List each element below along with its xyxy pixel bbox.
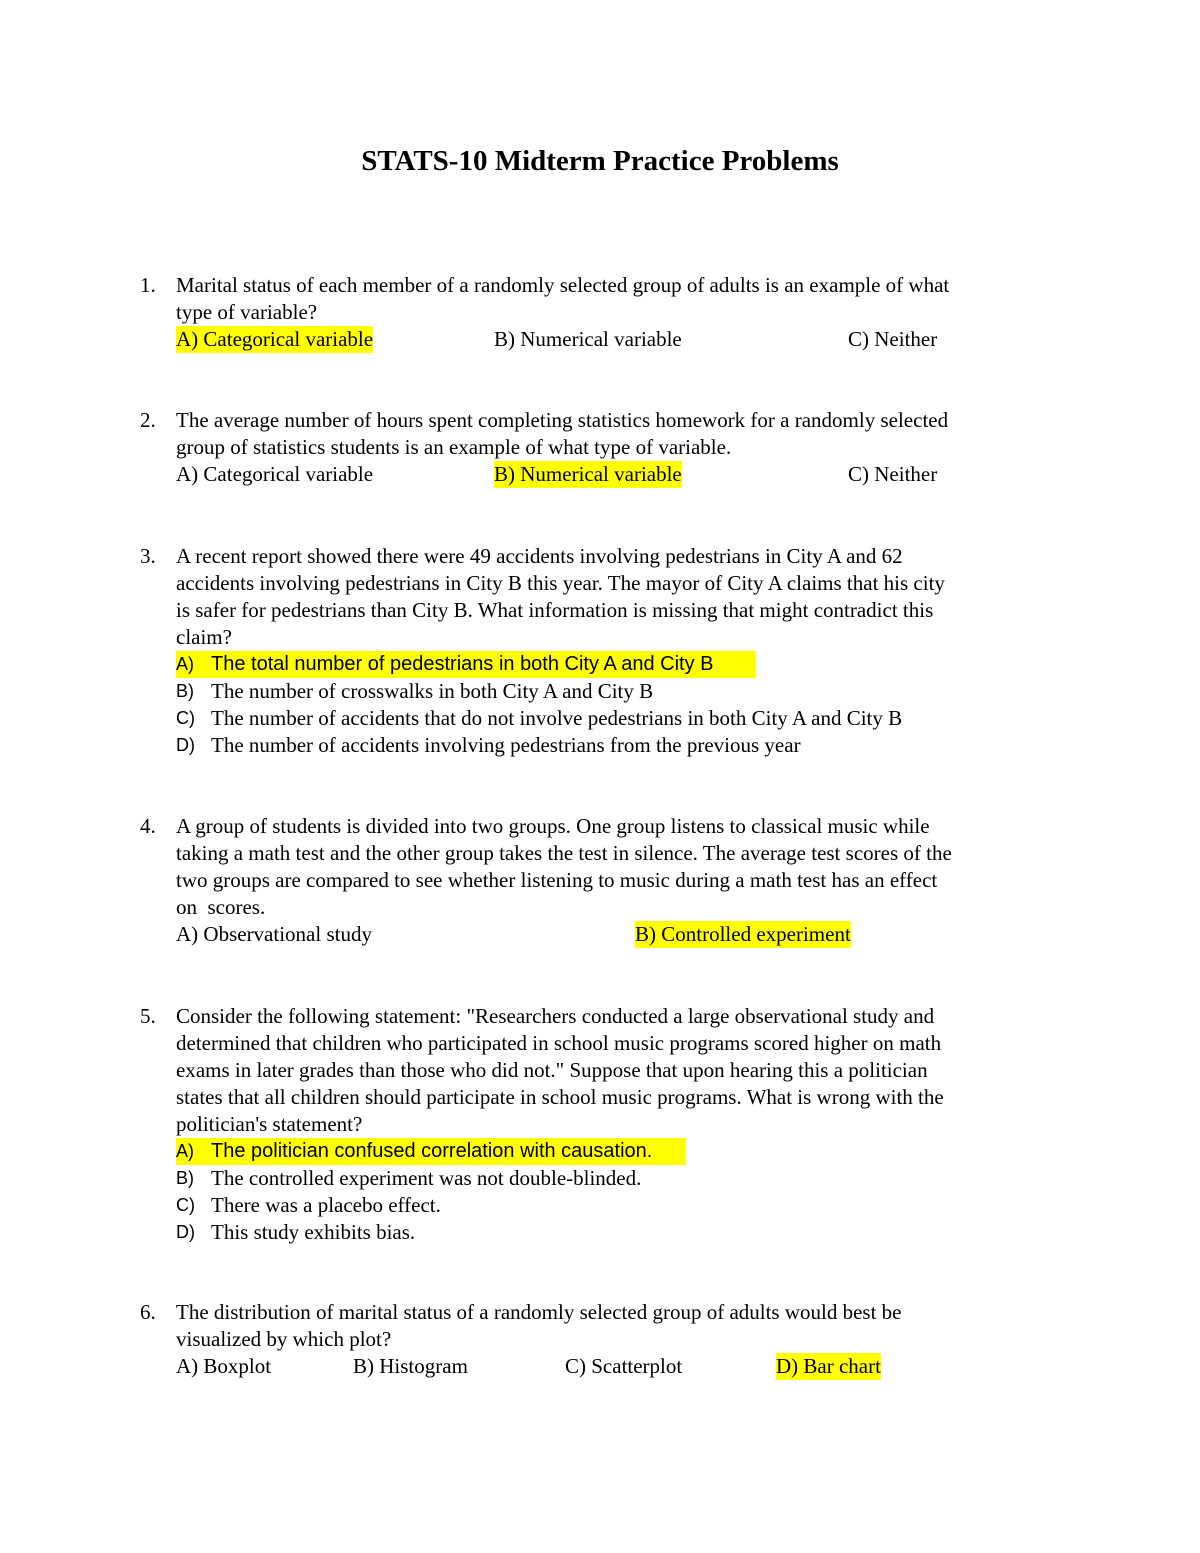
question-text [176, 543, 1056, 651]
question-2 [140, 407, 1060, 488]
option-letter: A) [176, 1141, 194, 1161]
option-b [176, 678, 1060, 705]
option-b [176, 1165, 1060, 1192]
option-c: C) Neither [848, 462, 938, 486]
option-a: A) Categorical variable [176, 462, 374, 486]
option-a-correct [176, 1138, 1060, 1165]
option-d [176, 732, 1060, 759]
question-4 [140, 813, 1060, 948]
option-c [176, 705, 1060, 732]
option-letter: B) [176, 1168, 194, 1188]
question-number: 3. [140, 544, 156, 568]
option-letter: D) [176, 735, 195, 755]
option-b-correct: B) Numerical variable [494, 462, 682, 486]
options-row [176, 461, 1060, 488]
question-line: accidents involving pedestrians in City B this year. The mayor of City A claims that his city [176, 571, 945, 595]
question-number: 1. [140, 273, 156, 297]
option-letter: D) [176, 1222, 195, 1242]
question-line: The distribution of marital status of a randomly selected group of adults would best be [176, 1300, 902, 1324]
question-line: group of statistics students is an example of what type of variable. [176, 435, 732, 459]
question-line: two groups are compared to see whether listening to music during a math test has an effect [176, 868, 938, 892]
question-line: claim? [176, 625, 232, 649]
question-line: type of variable? [176, 300, 318, 324]
question-line: is safer for pedestrians than City B. What information is missing that might contradict this [176, 598, 934, 622]
question-line: The average number of hours spent completing statistics homework for a randomly selected [176, 408, 949, 432]
question-number: 2. [140, 408, 156, 432]
page-title: STATS-10 Midterm Practice Problems [361, 145, 839, 177]
option-b: B) Numerical variable [494, 327, 682, 351]
question-text [176, 1299, 1056, 1353]
question-line: taking a math test and the other group takes the test in silence. The average test scores of the [176, 841, 952, 865]
option-a: A) Boxplot [176, 1354, 272, 1378]
question-1 [140, 272, 1060, 353]
question-line: visualized by which plot? [176, 1327, 392, 1351]
option-d-correct: D) Bar chart [776, 1354, 881, 1378]
question-text [176, 1003, 1056, 1138]
option-text: This study exhibits bias. [211, 1220, 416, 1244]
option-text: The number of accidents involving pedestrians from the previous year [211, 733, 801, 757]
option-a: A) Observational study [176, 922, 372, 946]
question-line: politician's statement? [176, 1112, 363, 1136]
option-c: C) Scatterplot [565, 1354, 683, 1378]
option-a-correct: A) Categorical variable [176, 327, 374, 351]
question-line: Consider the following statement: "Researchers conducted a large observational study and [176, 1004, 935, 1028]
option-letter: C) [176, 708, 195, 728]
question-3 [140, 543, 1060, 759]
question-text [176, 272, 1056, 326]
question-line: A recent report showed there were 49 accidents involving pedestrians in City A and 62 [176, 544, 903, 568]
question-5 [140, 1003, 1060, 1246]
option-c [176, 1192, 1060, 1219]
question-number: 5. [140, 1004, 156, 1028]
question-line: Marital status of each member of a randomly selected group of adults is an example of what [176, 273, 950, 297]
option-c: C) Neither [848, 327, 938, 351]
option-text: The total number of pedestrians in both City A and City B [211, 653, 714, 675]
option-letter: C) [176, 1195, 195, 1215]
option-text: There was a placebo effect. [211, 1193, 441, 1217]
question-6 [140, 1299, 1060, 1380]
option-b-correct: B) Controlled experiment [635, 922, 851, 946]
option-letter: B) [176, 681, 194, 701]
options-row [176, 921, 1060, 948]
question-line: on scores. [176, 895, 266, 919]
option-text: The number of accidents that do not involve pedestrians in both City A and City B [211, 706, 903, 730]
options-list [176, 651, 1060, 759]
option-text: The politician confused correlation with causation. [211, 1140, 653, 1162]
option-d [176, 1219, 1060, 1246]
question-line: determined that children who participated in school music programs scored higher on math [176, 1031, 942, 1055]
option-text: The number of crosswalks in both City A and City B [211, 679, 654, 703]
option-letter: A) [176, 654, 194, 674]
options-row [176, 326, 1060, 353]
question-number: 4. [140, 814, 156, 838]
option-text: The controlled experiment was not double-blinded. [211, 1166, 642, 1190]
question-text [176, 813, 1056, 921]
options-row [176, 1353, 1060, 1380]
question-line: states that all children should participate in school music programs. What is wrong with the [176, 1085, 944, 1109]
question-number: 6. [140, 1300, 156, 1324]
option-b: B) Histogram [353, 1354, 468, 1378]
question-line: A group of students is divided into two groups. One group listens to classical music while [176, 814, 930, 838]
question-text [176, 407, 1056, 461]
option-a-correct [176, 651, 1060, 678]
question-line: exams in later grades than those who did not." Suppose that upon hearing this a politician [176, 1058, 928, 1082]
options-list [176, 1138, 1060, 1246]
